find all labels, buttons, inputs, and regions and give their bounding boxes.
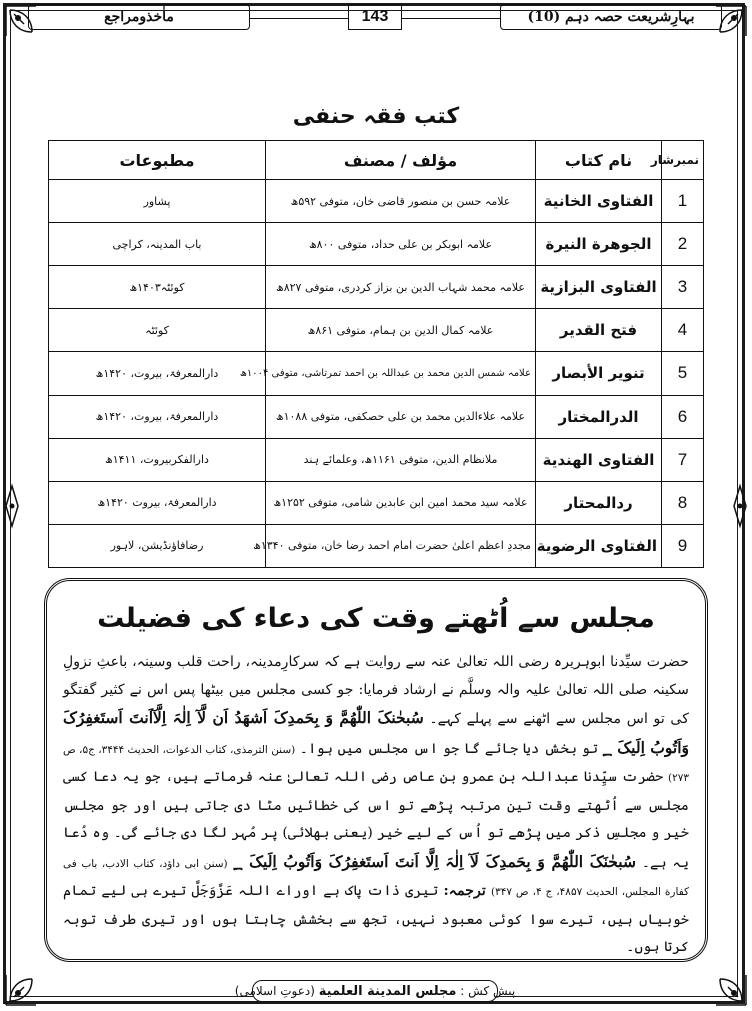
book-publisher: کوئٹہ۱۴۰۳ھ [49, 266, 266, 309]
row-number: 3 [662, 266, 704, 309]
book-name: الجوهرة النيرة [536, 223, 662, 266]
book-author: علامہ محمد شہاب الدین بن بزاز کردری، متوفی ۸۲۷ھ [266, 266, 536, 309]
books-table [48, 140, 704, 568]
row-number: 8 [662, 481, 704, 524]
row-number: 1 [662, 180, 704, 223]
virtue-title: مجلس سے اُٹھتے وقت کی دعاء کی فضیلت [97, 603, 655, 634]
book-author: علامہ علاءالدین محمد بن علی حصکفی، متوفی ۱۰۸۸ھ [266, 395, 536, 438]
page-number: 143 [348, 4, 402, 30]
column-header: مؤلف / مصنف [266, 141, 536, 180]
book-name: الفتاوی البزازية [536, 266, 662, 309]
row-number: 6 [662, 395, 704, 438]
row-number: 2 [662, 223, 704, 266]
side-ornament-icon [6, 486, 18, 526]
virtue-paragraph: حضرت سیِّدنا ابوہریرہ رضی اللہ تعالیٰ عنہ سے روایت ہے کہ سرکارِمدینہ، راحت قلب وسینہ، باعثِ نزولِ سکینہ صلی اللہ تعالیٰ علیہ والہ وسلَّم نے ارشاد فرمایا: جو کسی مجلس میں بیٹھا پس اس نے کثیر گفتگو کی تو اس مجلس سے اٹھنے سے پہلے کہے۔ [63, 654, 689, 727]
virtue-paragraph: حضرت سیِّدنا عبداللہ بن عمرو بن عاص رضی اللہ تعالیٰ عنہ فرماتے ہیں، جو یہ دعا کسی مجلس سے اُٹھتے وقت تین مرتبہ پڑھے تو اس کی خطائیں مٹا دی جاتی ہیں اور جو مجلس خیر و مجلسِ ذکر میں پڑھے تو اُس کے لیے خیر (یعنی بھلائی) پر مُہر لگا دی جائے گی۔ وہ دُعا یہ ہے۔ [63, 769, 690, 871]
table-row [49, 352, 704, 395]
book-author: علامہ حسن بن منصور قاضی خان، متوفی ۵۹۲ھ [266, 180, 536, 223]
book-author: مجددِ اعظم اعلیٰ حضرت امام احمد رضا خان، متوفی ۱۳۴۰ھ [266, 524, 536, 567]
publisher-credit [234, 980, 516, 1002]
page-header [0, 4, 752, 32]
row-number: 7 [662, 438, 704, 481]
section-label: ماٰخذومراجع [28, 4, 250, 30]
book-name: ردالمحتار [536, 481, 662, 524]
book-author: ملانظام الدین، متوفی ۱۱۶۱ھ، وعلمائے ہند [266, 438, 536, 481]
book-title: بہارِشریعت حصہ دہم (10) [500, 4, 722, 30]
virtue-box [44, 578, 708, 962]
column-header: مطبوعات [49, 141, 266, 180]
book-name: الفتاوی الهندية [536, 438, 662, 481]
table-header-row [49, 141, 704, 180]
book-publisher: کوئٹہ [49, 309, 266, 352]
page-footer [0, 980, 752, 1004]
column-header: نمبرشار [662, 141, 704, 180]
book-publisher: دارالفکربیروت، ۱۴۱۱ھ [49, 438, 266, 481]
book-publisher: دارالمعرفۃ، بیروت، ۱۴۲۰ھ [49, 395, 266, 438]
dua-text: سُبحٰنَکَ اللّٰھُمَّ وَ بِحَمدِکَ لَآ اِلٰہَ اِلَّا اَنتَ اَستَغفِرُکَ وَاَتُوبُ اِلَیکَ ؁ [233, 851, 636, 871]
header-rule [402, 18, 500, 19]
book-publisher: دارالمعرفۃ، بیروت ۱۴۲۰ھ [49, 481, 266, 524]
table-row [49, 481, 704, 524]
table-row [49, 266, 704, 309]
row-number: 9 [662, 524, 704, 567]
table-row [49, 524, 704, 567]
hadith-reference: (سنن ابی داؤد، کتاب الادب، باب فی کفارة المجلس، الحدیث ۴۸۵۷، ج ۴، ص ۳۴۷) [63, 857, 690, 898]
row-number: 4 [662, 309, 704, 352]
book-publisher: پشاور [49, 180, 266, 223]
footer-label: پیش کش : [460, 984, 516, 998]
book-name: الدرالمختار [536, 395, 662, 438]
table-title: کتب فقہ حنفی [292, 104, 460, 129]
virtue-paragraph: تو بخش دیا جائے گا جو اس مجلس میں ہوا۔ [299, 740, 599, 757]
footer-sub: (دعوتِ اسلامی) [234, 984, 315, 998]
book-name: تنوير الأبصار [536, 352, 662, 395]
book-publisher: رضافاؤنڈیشن، لاہور [49, 524, 266, 567]
translation-label: ترجمہ: [443, 883, 486, 899]
footer-org: مجلس المدينة العلمية [318, 983, 457, 999]
virtue-text [63, 649, 689, 962]
book-name: الفتاوی الخانیة [536, 180, 662, 223]
dua-text: سُبحٰنکَ اللّٰھُمَّ وَ بِحَمدِکَ اَشھَدُ اَن لَّآ اِلٰہَ اِلَّآاَنتَ اَستَغفِرُکَ وَاَتُوبُ اِلَیکَ ؁ [63, 708, 689, 757]
table-row [49, 395, 704, 438]
book-author: علامہ سید محمد امین ابن عابدین شامی، متوفی ۱۲۵۲ھ [266, 481, 536, 524]
row-number: 5 [662, 352, 704, 395]
header-rule [250, 18, 348, 19]
book-publisher: دارالمعرفۃ، بیروت، ۱۴۲۰ھ [49, 352, 266, 395]
table-row [49, 438, 704, 481]
table-row [49, 223, 704, 266]
book-name: الفتاوی الرضوية [536, 524, 662, 567]
translation-text: تیری ذات پاک ہے اوراے اللہ عَزَّوَجَلَّ تیرے ہی لیے تمام خوبیاں ہیں، تیرے سوا کوئی معبود نہیں، تجھ سے بخشش چاہتا ہوں اور تیری طرف توبہ کرتا ہوں۔ [63, 883, 689, 955]
book-author: علامہ کمال الدین بن ہمام، متوفی ۸۶۱ھ [266, 309, 536, 352]
hadith-reference: (سنن الترمذی، کتاب الدعوات، الحدیث ۳۴۴۴، ج۵، ص ۲۷۳) [63, 743, 689, 784]
book-author: علامہ شمس الدین محمد بن عبداللہ بن احمد تمرتاشی، متوفی ۱۰۰۴ھ [266, 352, 536, 395]
book-author: علامہ ابوبکر بن علی حداد، متوفی ۸۰۰ھ [266, 223, 536, 266]
table-row [49, 309, 704, 352]
column-header: نام کتاب [536, 141, 662, 180]
book-name: فتح القدير [536, 309, 662, 352]
table-row [49, 180, 704, 223]
book-publisher: باب المدینہ، کراچی [49, 223, 266, 266]
side-ornament-icon [734, 486, 746, 526]
